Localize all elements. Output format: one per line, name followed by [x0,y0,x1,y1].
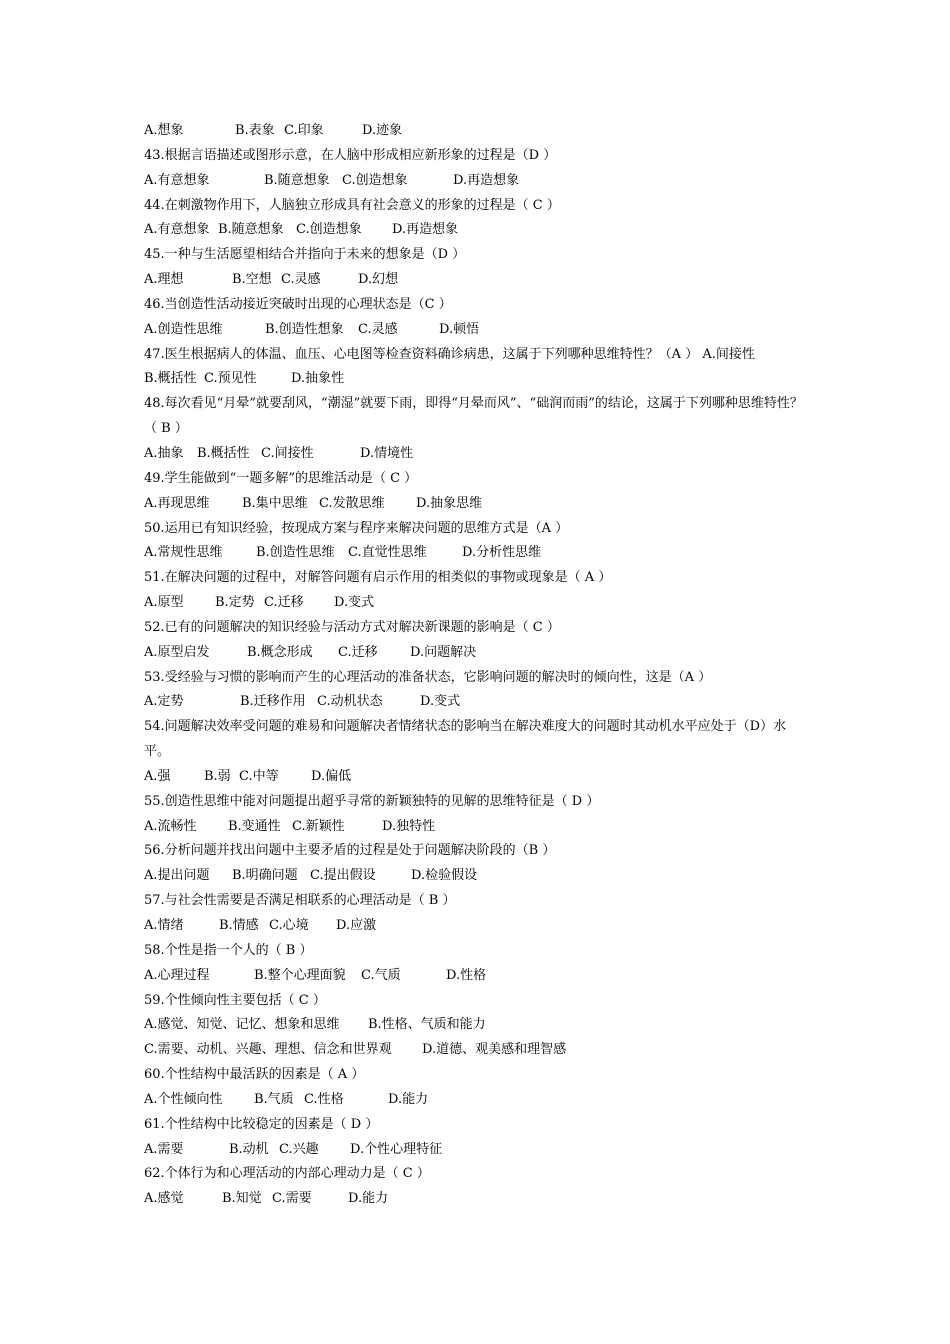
option-c: C.迁移 [338,644,378,660]
option-c: C.预见性 [204,371,257,387]
options-line [144,169,812,194]
question-44: 44.在刺激物作用下，人脑独立形成具有社会意义的形象的过程是（ C ） [144,197,560,213]
options-line [144,1038,812,1063]
options-line [144,591,812,616]
option-a: A.创造性思维 [144,321,223,337]
option-d: D.道德、观美感和理智感 [422,1042,567,1058]
option-a: A.感觉 [144,1191,184,1207]
option-c: C.动机状态 [317,694,383,710]
option-b: B.变通性 [228,818,281,834]
option-a: A.个性倾向性 [144,1091,223,1107]
option-c: C.发散思维 [319,495,385,511]
option-b: B.概念形成 [247,644,313,660]
option-a: A.常规性思维 [144,545,223,561]
question-59: 59.个性倾向性主要包括（ C ） [144,992,326,1008]
option-b: B.整个心理面貌 [254,967,346,983]
option-c: C.兴趣 [279,1141,319,1157]
option-b: B.概括性 [197,445,250,461]
option-b: B.创造性思维 [256,545,335,561]
options-line [144,218,812,243]
option-d: D.抽象性 [291,371,345,387]
options-line [144,541,812,566]
option-d: D.偏低 [311,768,352,784]
question-56: 56.分析问题并找出问题中主要矛盾的过程是处于问题解决阶段的（B ） [144,843,556,859]
options-line [144,690,812,715]
options-line [144,1138,812,1163]
option-a: A.想象 [144,123,184,138]
option-d: D.迹象 [362,123,403,138]
option-c: C.新颖性 [292,818,345,834]
question-50: 50.运用已有知识经验，按现成方案与程序来解决问题的思维方式是（A ） [144,520,569,536]
option-a: A.理想 [144,272,184,288]
option-b: B.集中思维 [242,495,308,511]
option-b: B.弱 [204,768,231,784]
option-c: C.创造想象 [342,172,408,188]
option-d: D.情境性 [360,445,414,461]
options-line [144,367,812,392]
option-d: D.性格 [446,967,487,983]
options-line [144,815,812,840]
option-c: C.性格 [304,1091,344,1107]
option-b: B.空想 [232,272,272,288]
option-d: D.能力 [388,1091,429,1107]
option-a: A.抽象 [144,445,184,461]
options-line [144,964,812,989]
option-b: B.表象 [235,123,275,138]
option-b: B.概括性 [144,371,197,387]
document-page [144,119,812,1212]
question-55: 55.创造性思维中能对问题提出超乎寻常的新颖独特的见解的思维特征是（ D ） [144,793,600,809]
option-b: B.性格、气质和能力 [368,1017,486,1033]
question-48: 48.每次看见“月晕”就要刮风，“潮湿”就要下雨，即得“月晕而风”、“础润而雨”的结论，这属于下列哪种思维特性？（ B ） [144,396,803,437]
option-a: A.有意想象 [144,172,210,188]
option-a: A.强 [144,768,171,784]
question-53: 53.受经验与习惯的影响而产生的心理活动的准备状态，它影响问题的解决时的倾向性，这是（A ） [144,669,712,685]
options-line [144,864,812,889]
options-line [144,492,812,517]
option-d: D.独特性 [382,818,436,834]
option-a: A.再现思维 [144,495,210,511]
options-line [144,914,812,939]
options-line [144,442,812,467]
option-c: C.直觉性思维 [348,545,427,561]
option-d: D.变式 [420,694,461,710]
option-a: A.感觉、知觉、记忆、想象和思维 [144,1017,340,1033]
question-46: 46.当创造性活动接近突破时出现的心理状态是（C ） [144,296,452,312]
options-line [144,765,812,790]
options-line [144,641,812,666]
option-a: A.定势 [144,694,184,710]
options-line [144,318,812,343]
option-a: A.原型 [144,595,184,611]
option-b: B.明确问题 [232,868,298,884]
option-c: C.提出假设 [310,868,376,884]
options-line [144,119,812,144]
option-c: C.灵感 [358,321,398,337]
option-a: A.流畅性 [144,818,197,834]
option-c: C.需要 [272,1191,312,1207]
option-d: D.个性心理特征 [350,1141,443,1157]
question-43: 43.根据言语描述或图形示意，在人脑中形成相应新形象的过程是（D ） [144,147,557,163]
option-b: B.创造性想象 [265,321,344,337]
options-line [144,268,812,293]
option-c: C.气质 [361,967,401,983]
options-line [144,1013,812,1038]
option-d: D.变式 [334,595,375,611]
option-d: D.分析性思维 [462,545,542,561]
option-c: C.灵感 [281,272,321,288]
option-b: B.知觉 [222,1191,262,1207]
option-a: A.需要 [144,1141,184,1157]
option-a: A.心理过程 [144,967,210,983]
option-d: D.应激 [336,918,377,933]
question-62: 62.个体行为和心理活动的内部心理动力是（ C ） [144,1166,430,1182]
question-61: 61.个性结构中比较稳定的因素是（ D ） [144,1116,379,1132]
options-line [144,1187,812,1212]
question-51: 51.在解决问题的过程中，对解答问题有启示作用的相类似的事物或现象是（ A ） [144,570,612,586]
question-57: 57.与社会性需要是否满足相联系的心理活动是（ B ） [144,893,456,909]
option-b: B.定势 [215,595,255,611]
option-c: C.需要、动机、兴趣、理想、信念和世界观 [144,1042,392,1058]
option-c: C.中等 [239,768,279,784]
option-a: A.提出问题 [144,868,210,884]
option-d: D.检验假设 [411,868,478,884]
option-d: D.抽象思维 [416,495,483,511]
question-58: 58.个性是指一个人的（ B ） [144,942,313,958]
option-d: D.问题解决 [410,644,477,660]
option-b: B.随意想象 [218,222,284,238]
option-d: D.顿悟 [439,321,480,337]
option-c: C.心境 [269,918,309,933]
question-60: 60.个性结构中最活跃的因素是（ A ） [144,1067,365,1083]
question-49: 49.学生能做到“一题多解”的思维活动是（ C ） [144,470,418,486]
question-47: 47.医生根据病人的体温、血压、心电图等检查资料确诊病患，这属于下列哪种思维特性？（A ） A.间接性 [144,346,755,362]
option-c: C.迁移 [264,595,304,611]
question-45: 45.一种与生活愿望相结合并指向于未来的想象是（D ） [144,247,466,263]
option-d: D.再造想象 [392,222,459,238]
options-line [144,1088,812,1113]
option-b: B.动机 [229,1141,269,1157]
option-c: C.创造想象 [296,222,362,238]
option-d: D.能力 [348,1191,389,1207]
option-a: A.有意想象 [144,222,210,238]
option-b: B.气质 [254,1091,294,1107]
option-a: A.原型启发 [144,644,210,660]
option-d: D.再造想象 [453,172,520,188]
question-52: 52.已有的问题解决的知识经验与活动方式对解决新课题的影响是（ C ） [144,619,560,635]
option-c: C.间接性 [261,445,314,461]
option-c: C.印象 [284,123,324,138]
option-b: B.情感 [219,918,259,933]
option-b: B.迁移作用 [240,694,306,710]
option-b: B.随意想象 [264,172,330,188]
option-a: A.情绪 [144,918,184,933]
question-54: 54.问题解决效率受问题的难易和问题解决者情绪状态的影响当在解决难度大的问题时其动机水平应处于（D）水平。 [144,719,787,760]
option-d: D.幻想 [358,272,399,288]
